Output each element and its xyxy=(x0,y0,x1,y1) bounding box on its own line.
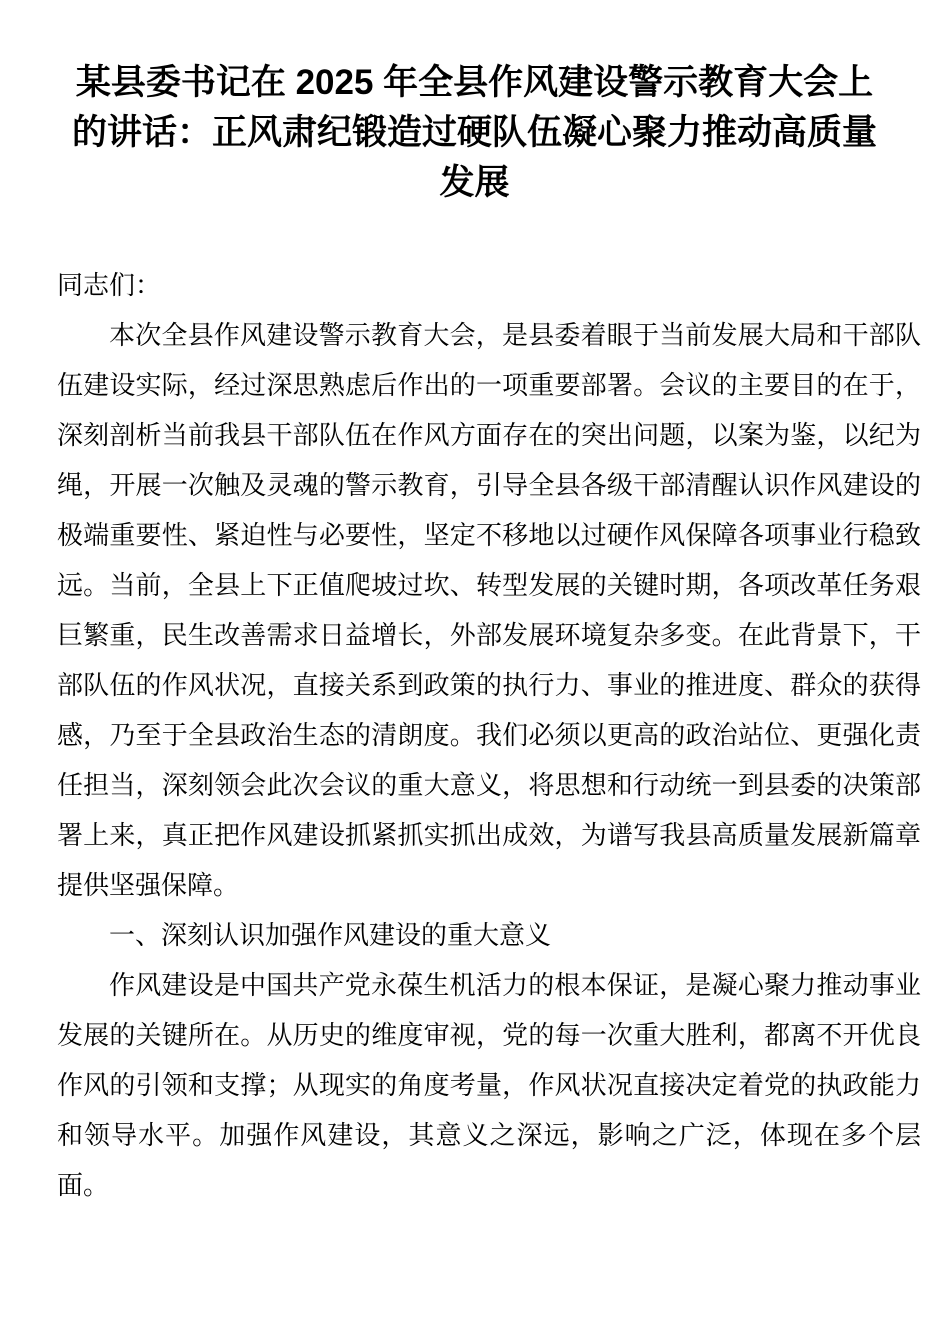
section-heading-1: 一、深刻认识加强作风建设的重大意义 xyxy=(109,920,552,950)
paragraph-opening: 本次全县作风建设警示教育大会，是县委着眼于当前发展大局和干部队伍建设实际，经过深思熟虑后作出的一项重要部署。会议的主要目的在于，深刻剖析当前我县干部队伍在作风方面存在的突出问题，以案为鉴，以纪为绳，开展一次触及灵魂的警示教育，引导全县各级干部清醒认识作风建设的极端重要性、紧迫性与必要性，坚定不移地以过硬作风保障各项事业行稳致远。当前，全县上下正值爬坡过坎、转型发展的关键时期，各项改革任务艰巨繁重，民生改善需求日益增长，外部发展环境复杂多变。在此背景下，干部队伍的作风状况，直接关系到政策的执行力、事业的推进度、群众的获得感，乃至于全县政治生态的清朗度。我们必须以更高的政治站位、更强化责任担当，深刻领会此次会议的重大意义，将思想和行动统一到县委的决策部署上来，真正把作风建设抓紧抓实抓出成效，为谱写我县高质量发展新篇章提供坚强保障。 xyxy=(57,320,921,900)
document-title: 某县委书记在 2025 年全县作风建设警示教育大会上的讲话：正风肃纪锻造过硬队伍凝心聚力推动高质量发展 xyxy=(71,63,877,202)
paragraph-section-1: 作风建设是中国共产党永葆生机活力的根本保证，是凝心聚力推动事业发展的关键所在。从历史的维度审视，党的每一次重大胜利，都离不开优良作风的引领和支撑；从现实的角度考量，作风状况直接决定着党的执政能力和领导水平。加强作风建设，其意义之深远，影响之广泛，体现在多个层面。 xyxy=(57,970,921,1200)
salutation: 同志们： xyxy=(57,270,162,300)
